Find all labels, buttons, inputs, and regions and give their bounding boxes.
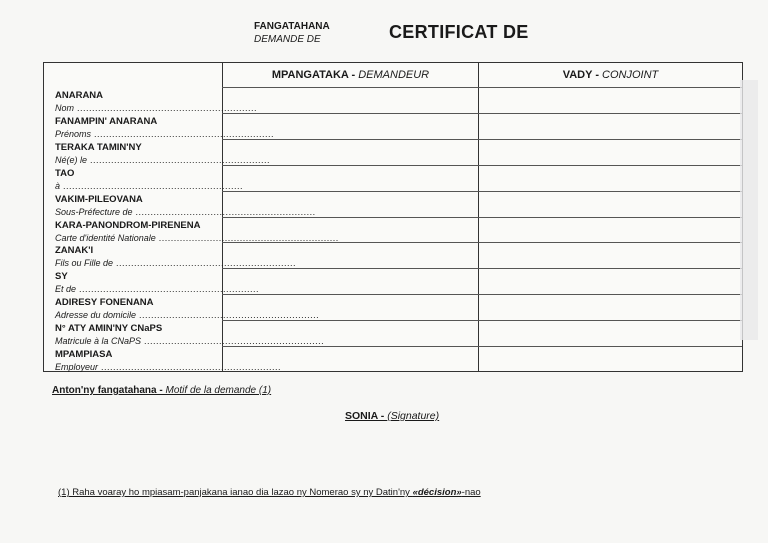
dotted-leader: ............................................................ [132,206,316,217]
footnote-text: (1) Raha voaray ho mpiasam-panjakana ianao dia lazao ny Nomerao sy ny Datin'ny [58,487,413,498]
page-title: CERTIFICAT DE [389,22,529,42]
field-label-malagasy: ANARANA [55,90,104,101]
field-label [55,90,258,114]
column-header-demandeur-fr: DEMANDEUR [358,69,430,81]
footnote-suffix: -nao [461,487,481,498]
demandeur-field[interactable] [223,88,478,113]
header-line-malagasy: FANGATAHANA [254,21,330,32]
field-label-french [55,309,320,321]
field-label-french-text: Né(e) le [55,154,88,165]
field-label [55,297,320,321]
motif-label-mg: Anton'ny fangatahana - [52,385,166,396]
field-label-french [55,154,271,166]
signature-label [345,410,439,422]
conjoint-field[interactable] [479,166,742,191]
column-header-demandeur-mg: MPANGATAKA - [271,69,359,81]
field-label-french-text: Nom [55,103,75,113]
dotted-leader: ............................................................ [155,232,339,243]
dotted-leader: ............................................................ [60,180,244,191]
field-label-french [55,232,339,244]
field-label [55,349,282,373]
field-label-french-text: Fils ou Fille de [55,258,114,269]
field-label-french-text: Sous-Préfecture de [55,206,133,217]
field-label [55,141,271,166]
header-line-french: DEMANDE DE [254,34,321,45]
field-label-malagasy: TAO [55,167,75,179]
conjoint-field[interactable] [479,347,742,372]
field-label-french [55,361,282,373]
field-label-french [55,257,297,269]
demandeur-field[interactable] [223,321,478,346]
conjoint-field[interactable] [479,88,742,113]
footnote-emphasis: «décision» [412,487,462,498]
conjoint-field[interactable] [479,243,742,268]
field-label-french [55,206,316,218]
field-label-malagasy: MPAMPIASA [55,349,113,360]
dotted-leader: ............................................................ [98,362,282,372]
dotted-leader: ............................................................ [91,128,275,139]
field-label-french-text: Adresse du domicile [55,310,137,321]
demandeur-field[interactable] [223,347,478,372]
field-label [55,323,325,347]
conjoint-field[interactable] [479,114,742,139]
demandeur-field[interactable] [223,243,478,268]
field-label-malagasy: KARA-PANONDROM-PIRENENA [55,219,201,231]
field-label-malagasy: ADIRESY FONENANA [55,297,154,309]
demandeur-field[interactable] [223,140,478,165]
conjoint-field[interactable] [479,269,742,294]
conjoint-field[interactable] [479,192,742,217]
motif-label [52,385,271,396]
dotted-leader: ............................................................ [141,336,325,347]
field-label-french-text: Employeur [55,362,99,372]
dotted-leader: ............................................................ [76,284,260,295]
dotted-leader: ............................................................ [87,154,271,165]
dotted-leader: ............................................................ [74,103,258,113]
demandeur-field[interactable] [223,192,478,217]
dotted-leader: ............................................................ [136,310,320,321]
column-header-conjoint-fr: CONJOINT [602,69,659,81]
field-label-french [55,180,244,192]
field-label-malagasy: SY [55,271,68,283]
demandeur-field[interactable] [223,166,478,191]
form-table [43,62,743,372]
field-label-french [55,283,260,295]
field-label-french-text: Matricule à la CNaPS [55,336,142,347]
field-label-malagasy: VAKIM-PILEOVANA [55,193,143,205]
footnote [58,487,481,498]
field-label [55,271,260,295]
field-label-french-text: Carte d'identité Nationale [55,232,156,243]
demandeur-field[interactable] [223,295,478,320]
field-label-french-text: à [55,180,61,191]
demandeur-field[interactable] [223,269,478,294]
field-label [55,245,297,269]
field-label [55,193,316,218]
field-label-french-text: Et de [55,284,77,295]
field-label-malagasy: TERAKA TAMIN'NY [55,141,142,153]
column-header-demandeur [223,63,478,87]
conjoint-field[interactable] [479,218,742,243]
column-header-conjoint [479,63,742,87]
conjoint-field[interactable] [479,140,742,165]
signature-label-fr: (Signature) [387,410,440,422]
field-label [55,115,275,140]
signature-label-mg: SONIA - [345,410,388,422]
field-label-malagasy: N° ATY AMIN'NY CNaPS [55,323,163,335]
field-label [55,219,339,244]
field-label-malagasy: FANAMPIN' ANARANA [55,115,158,127]
column-header-conjoint-mg: VADY - [562,69,603,81]
conjoint-field[interactable] [479,295,742,320]
motif-label-fr: Motif de la demande (1) [165,385,272,396]
conjoint-field[interactable] [479,321,742,346]
field-label-french [55,335,325,347]
dotted-leader: ............................................................ [113,258,297,269]
field-label-french-text: Prénoms [55,128,92,139]
field-label [55,167,244,192]
bleed-through-mark [740,80,758,340]
field-label-french [55,102,258,114]
field-label-french [55,128,275,140]
field-label-malagasy: ZANAK'I [55,245,94,257]
header-request [254,20,330,46]
demandeur-field[interactable] [223,114,478,139]
demandeur-field[interactable] [223,218,478,243]
